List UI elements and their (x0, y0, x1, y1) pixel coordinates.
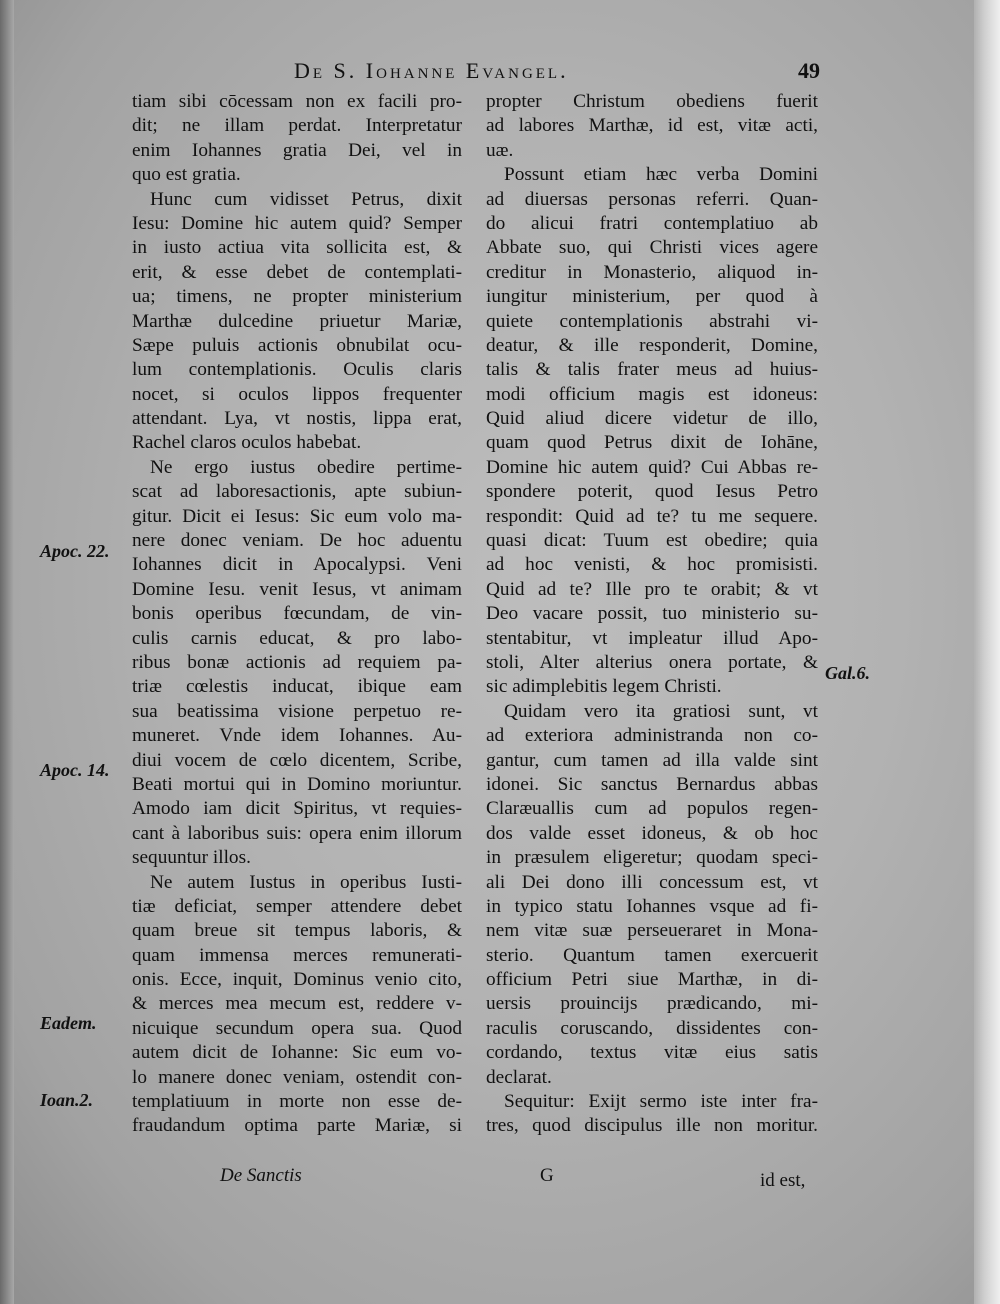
text-line: quam immensa merces remunerati- (132, 944, 462, 966)
text-line: diui vocem de cœlo dicentem, Scribe, (132, 749, 462, 771)
text-line: Sæpe puluis actionis obnubilat ocu- (132, 334, 462, 356)
text-line: nicuique secundum opera sua. Quod (132, 1017, 462, 1039)
text-line: Claræuallis cum ad populos regen- (486, 798, 818, 820)
text-line: Marthæ dulcedine priuetur Mariæ, (132, 310, 462, 332)
text-line: deatur, & ille responderit, Domine, (486, 334, 818, 356)
text-line: ad hoc venisti, & hoc promisisti. (486, 554, 818, 576)
margin-note-gal-6: Gal.6. (825, 663, 870, 683)
text-line: raculis coruscando, dissidentes con- (486, 1017, 818, 1039)
text-line: stoli, Alter alterius onera portate, & (486, 651, 818, 673)
page-shadow-left (0, 0, 14, 1304)
text-line: ad diuersas personas referri. Quan- (486, 188, 818, 210)
text-line: Iesu: Domine hic autem quid? Semper (132, 212, 462, 234)
text-line: sic adimplebitis legem Christi. (486, 676, 722, 698)
text-line: Sequitur: Exijt sermo iste inter fra- (504, 1091, 818, 1113)
text-line: & merces mea mecum est, reddere v- (132, 993, 462, 1015)
text-line: Quid aliud dicere videtur de illo, (486, 408, 818, 430)
text-line: quasi dicat: Tuum est obedire; quia (486, 530, 818, 552)
text-line: respondit: Quid ad te? tu me sequere. (486, 505, 818, 527)
page-number: 49 (798, 58, 820, 83)
text-line: uæ. (486, 139, 514, 161)
text-line: quam quod Petrus dixit de Iohāne, (486, 432, 818, 454)
text-line: propter Christum obediens fuerit (486, 91, 818, 112)
text-line: sua beatissima visione perpetuo re- (132, 700, 462, 722)
text-line: Deo vacare possit, tuo ministerio su- (486, 603, 818, 625)
catchword-left: De Sanctis (220, 1165, 302, 1186)
margin-note-ioan-2: Ioan.2. (40, 1090, 94, 1110)
text-line: nem vitæ suæ perseueraret in Mona- (486, 920, 818, 942)
text-line: in typico statu Iohannes vsque ad fi- (486, 895, 818, 917)
margin-note-eadem: Eadem. (40, 1013, 97, 1033)
text-line: dit; ne illam perdat. Interpretatur (132, 115, 462, 137)
text-line: Ne ergo iustus obedire pertime- (150, 456, 462, 478)
text-line: attendant. Lya, vt nostis, lippa erat, (132, 408, 462, 430)
text-line: declarat. (486, 1066, 552, 1088)
text-line: ad exteriora administranda non co- (486, 725, 818, 747)
text-line: fraudandum optima parte Mariæ, si (132, 1115, 462, 1137)
text-line: ad labores Marthæ, id est, vitæ acti, (486, 115, 818, 137)
margin-note-apoc-14: Apoc. 14. (40, 760, 110, 780)
text-line: templatiuum in morte non esse de- (132, 1091, 462, 1113)
left-text-column (132, 90, 462, 1139)
text-line: do alicui fratri contemplatiuo ab (486, 212, 818, 234)
text-line: Beati mortui qui in Domino moriuntur. (132, 773, 462, 795)
text-line: Rachel claros oculos habebat. (132, 432, 362, 454)
text-line: lo manere donec veniam, ostendit con- (132, 1066, 462, 1088)
text-line: in iusto actiua vita sollicita est, & (132, 237, 462, 259)
text-line: in præsulem eligeretur; quodam speci- (486, 847, 818, 869)
text-line: iungitur ministerium, per quod à (486, 286, 818, 308)
text-line: Iohannes dicit in Apocalypsi. Veni (132, 554, 462, 576)
text-line: Ne autem Iustus in operibus Iusti- (150, 871, 462, 893)
text-line: idonei. Sic sanctus Bernardus abbas (486, 773, 818, 795)
text-line: autem dicit de Iohanne: Sic eum vo- (132, 1042, 462, 1064)
text-line: modi officium magis est idoneus: (486, 383, 818, 405)
text-line: Quid ad te? Ille pro te orabit; & vt (486, 578, 818, 600)
text-line: Amodo iam dicit Spiritus, vt requies- (132, 798, 462, 820)
text-line: ali Dei dono illi concessum est, vt (486, 871, 818, 893)
text-line: sterio. Quantum tamen exercuerit (486, 944, 818, 966)
text-line: stentabitur, vt impleatur illud Apo- (486, 627, 818, 649)
text-line: bonis operibus fœcundam, de vin- (132, 603, 462, 625)
text-line: ua; timens, ne propter ministerium (132, 286, 462, 308)
signature-mark: G (540, 1165, 554, 1186)
text-line: Possunt etiam hæc verba Domini (504, 164, 818, 186)
text-line: cant à laboribus suis: opera enim illorum (132, 822, 462, 844)
text-line: creditur in Monasterio, aliquod in- (486, 261, 818, 283)
text-line: gitur. Dicit ei Iesus: Sic eum volo ma- (132, 505, 462, 527)
text-line: triæ cœlestis inducat, ibique eam (132, 676, 462, 698)
text-line: quam breue sit tempus laboris, & (132, 920, 462, 942)
text-line: enim Iohannes gratia Dei, vel in (132, 139, 462, 161)
catchword-right: id est, (760, 1170, 806, 1191)
text-line: nere donec veniam. De hoc aduentu (132, 530, 462, 552)
right-text-column (486, 90, 818, 1139)
text-line: Hunc cum vidisset Petrus, dixit (150, 188, 462, 210)
text-line: scat ad laboresactionis, apte subiun- (132, 481, 462, 503)
text-line: ribus bonæ actionis ad requiem pa- (132, 651, 462, 673)
text-line: quiete contemplationis abstrahi vi- (486, 310, 818, 332)
text-line: Domine hic autem quid? Cui Abbas re- (486, 456, 818, 478)
text-line: uersis prouincijs prædicando, mi- (486, 993, 818, 1015)
text-line: Quidam vero ita gratiosi sunt, vt (504, 700, 818, 722)
text-line: cordando, textus vitæ eius satis (486, 1042, 818, 1064)
page-edge-right (974, 0, 1000, 1304)
text-line: muneret. Vnde idem Iohannes. Au- (132, 725, 462, 747)
running-title: De S. Iohanne Evangel. (294, 58, 569, 83)
margin-note-apoc-22: Apoc. 22. (40, 541, 110, 561)
text-line: lum contemplationis. Oculis claris (132, 359, 462, 381)
text-line: spondere poterit, quod Iesus Petro (486, 481, 818, 503)
text-line: erit, & esse debet de contemplati- (132, 261, 462, 283)
text-line: nocet, si oculos lippos frequenter (132, 383, 462, 405)
text-line: tres, quod discipulus ille non moritur. (486, 1115, 818, 1137)
text-line: Domine Iesu. venit Iesus, vt animam (132, 578, 462, 600)
text-line: gantur, cum tamen ad illa valde sint (486, 749, 818, 771)
text-line: talis & talis frater meus ad huius- (486, 359, 818, 381)
text-line: culis carnis educat, & pro labo- (132, 627, 462, 649)
text-line: dos valde esset idoneus, & ob hoc (486, 822, 818, 844)
text-line: onis. Ecce, inquit, Dominus venio cito, (132, 969, 462, 991)
text-line: officium Petri siue Marthæ, in di- (486, 969, 818, 991)
text-line: sequuntur illos. (132, 847, 251, 869)
text-line: quo est gratia. (132, 164, 241, 186)
text-line: tiam sibi cōcessam non ex facili pro- (132, 91, 462, 112)
text-line: tiæ deficiat, semper attendere debet (132, 895, 462, 917)
text-line: Abbate suo, qui Christi vices agere (486, 237, 818, 259)
